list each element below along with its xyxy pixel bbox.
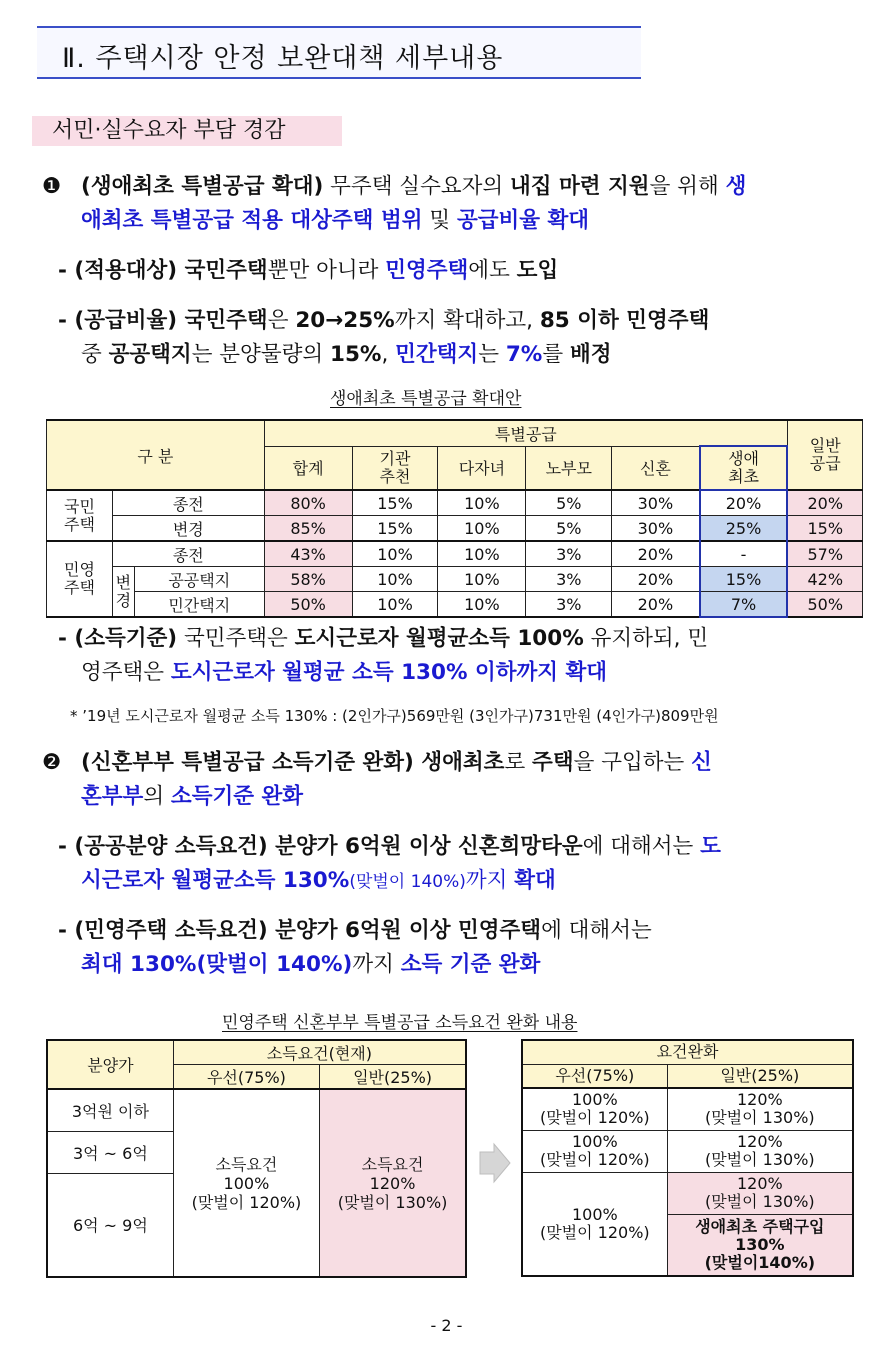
table-row (522, 1172, 853, 1214)
first-time-buyer-cell: 생애최초 주택구입 130% (맞벌이140%) (667, 1214, 853, 1276)
table2-caption: 민영주택 신혼부부 특별공급 소득요건 완화 내용 (222, 1013, 578, 1033)
price-range: 6억 ~ 9억 (47, 1173, 173, 1277)
first-time-buyer-table (46, 419, 863, 618)
group-private-housing: 민영 주택 (47, 541, 113, 617)
priority-header: 우선(75%) (173, 1065, 319, 1090)
cell: 10% (438, 592, 526, 618)
cell: 3% (526, 541, 612, 567)
row-label: 변경 (112, 516, 264, 542)
table-row (47, 516, 863, 542)
table1-caption: 생애최초 특별공급 확대안 (330, 389, 522, 409)
sub-public-sale-line2: 시근로자 월평균소득 130%(맞벌이 140%)까지 확대 (81, 868, 556, 893)
item2-bullet: ❷ (42, 750, 62, 775)
sub-private-income-line1: - (민영주택 소득요건) 분양가 6억원 이상 민영주택에 대해서는 (58, 918, 652, 943)
table-row (47, 592, 863, 618)
col-institution: 기관 추천 (352, 446, 438, 490)
table-row (522, 1130, 853, 1172)
item2-line2: 혼부부의 소득기준 완화 (81, 784, 304, 809)
cell: 80% (264, 490, 352, 516)
general-header: 일반(25%) (667, 1064, 853, 1088)
cell: 10% (438, 516, 526, 542)
row-label: 민간택지 (134, 592, 264, 618)
cell: 50% (787, 592, 862, 618)
cell: 10% (438, 490, 526, 516)
price-range: 3억 ~ 6억 (47, 1131, 173, 1173)
col-first-time: 생애 최초 (700, 446, 788, 490)
table-row (47, 490, 863, 516)
cell: 10% (352, 541, 438, 567)
cell: 30% (612, 516, 700, 542)
sub-apply-target: - (적용대상) 국민주택뿐만 아니라 민영주택에도 도입 (58, 258, 559, 283)
col-parents: 노부모 (526, 446, 612, 490)
page-number: - 2 - (430, 1316, 463, 1335)
item2-line1: (신혼부부 특별공급 소득기준 완화) 생애최초로 주택을 구입하는 신 (81, 750, 712, 775)
item1-line1: (생애최초 특별공급 확대) 무주택 실수요자의 내집 마련 지원을 위해 생 (81, 174, 747, 199)
row-label: 종전 (112, 541, 264, 567)
cell: 20% (612, 541, 700, 567)
cell: 3% (526, 592, 612, 618)
col-multichild: 다자녀 (438, 446, 526, 490)
cell: 85% (264, 516, 352, 542)
cell: 43% (264, 541, 352, 567)
cell: 10% (352, 567, 438, 592)
cell: 20% (787, 490, 862, 516)
current-header: 소득요건(현재) (173, 1040, 466, 1065)
cell: 7% (700, 592, 788, 618)
group-public-housing: 국민 주택 (47, 490, 113, 541)
cell: 3% (526, 567, 612, 592)
cell: 20% (612, 567, 700, 592)
general-cell: 120% (맞벌이 130%) (667, 1088, 853, 1130)
cell: 57% (787, 541, 862, 567)
arrow-right-icon (478, 1142, 512, 1184)
cell: 50% (264, 592, 352, 618)
cell: 58% (264, 567, 352, 592)
col-total: 합계 (264, 446, 352, 490)
sub-income-standard-line1: - (소득기준) 국민주택은 도시근로자 월평균소득 100% 유지하되, 민 (58, 626, 709, 651)
sub-supply-ratio-line2: 중 공공택지는 분양물량의 15%, 민간택지는 7%를 배정 (81, 342, 612, 367)
cell: 25% (700, 516, 788, 542)
cell: 15% (787, 516, 862, 542)
income-current-table (46, 1039, 467, 1278)
cell: 5% (526, 490, 612, 516)
cell: 20% (612, 592, 700, 618)
price-header: 분양가 (47, 1040, 173, 1089)
header-gubun: 구 분 (47, 420, 265, 490)
cell: 30% (612, 490, 700, 516)
row-label: 종전 (112, 490, 264, 516)
income-relaxed-table (521, 1039, 854, 1277)
general-header: 일반(25%) (320, 1065, 466, 1090)
header-general-supply: 일반 공급 (787, 420, 862, 490)
header-special-supply: 특별공급 (264, 420, 787, 446)
relaxed-header: 요건완화 (522, 1040, 853, 1064)
cell: 10% (438, 567, 526, 592)
priority-cell: 100% (맞벌이 120%) (522, 1088, 667, 1130)
cell: - (700, 541, 788, 567)
cell: 15% (352, 516, 438, 542)
cell: 15% (352, 490, 438, 516)
sub-supply-ratio-line1: - (공급비율) 국민주택은 20→25%까지 확대하고, 85 이하 민영주택 (58, 308, 710, 333)
priority-cell: 100% (맞벌이 120%) (522, 1130, 667, 1172)
cell: 10% (352, 592, 438, 618)
sub-private-income-line2: 최대 130%(맞벌이 140%)까지 소득 기준 완화 (81, 952, 541, 977)
col-newlywed: 신혼 (612, 446, 700, 490)
cell: 5% (526, 516, 612, 542)
sub-public-sale-line1: - (공공분양 소득요건) 분양가 6억원 이상 신혼희망타운에 대해서는 도 (58, 834, 721, 859)
table-row (47, 567, 863, 592)
item1-bullet: ❶ (42, 174, 62, 199)
change-label: 변 경 (112, 567, 134, 618)
footnote: * ’19년 도시근로자 월평균 소득 130% : (2인가구)569만원 (3인가구)731만원 (4인가구)809만원 (70, 707, 719, 725)
cell: 20% (700, 490, 788, 516)
row-label: 공공택지 (134, 567, 264, 592)
sub-income-standard-line2: 영주택은 도시근로자 월평균 소득 130% 이하까지 확대 (81, 660, 608, 685)
table-row (522, 1088, 853, 1130)
general-cell: 120% (맞벌이 130%) (667, 1172, 853, 1214)
general-cell: 120% (맞벌이 130%) (667, 1130, 853, 1172)
current-general-cell: 소득요건 120% (맞벌이 130%) (320, 1089, 466, 1277)
current-priority-cell: 소득요건 100% (맞벌이 120%) (173, 1089, 319, 1277)
price-range: 3억원 이하 (47, 1089, 173, 1131)
cell: 15% (700, 567, 788, 592)
item1-line2: 애최초 특별공급 적용 대상주택 범위 및 공급비율 확대 (81, 208, 590, 233)
table-row (47, 541, 863, 567)
cell: 42% (787, 567, 862, 592)
page-title: Ⅱ. 주택시장 안정 보완대책 세부내용 (62, 43, 504, 74)
priority-cell: 100% (맞벌이 120%) (522, 1172, 667, 1276)
cell: 10% (438, 541, 526, 567)
table-row (47, 1089, 466, 1131)
priority-header: 우선(75%) (522, 1064, 667, 1088)
section-label: 서민·실수요자 부담 경감 (32, 116, 342, 146)
